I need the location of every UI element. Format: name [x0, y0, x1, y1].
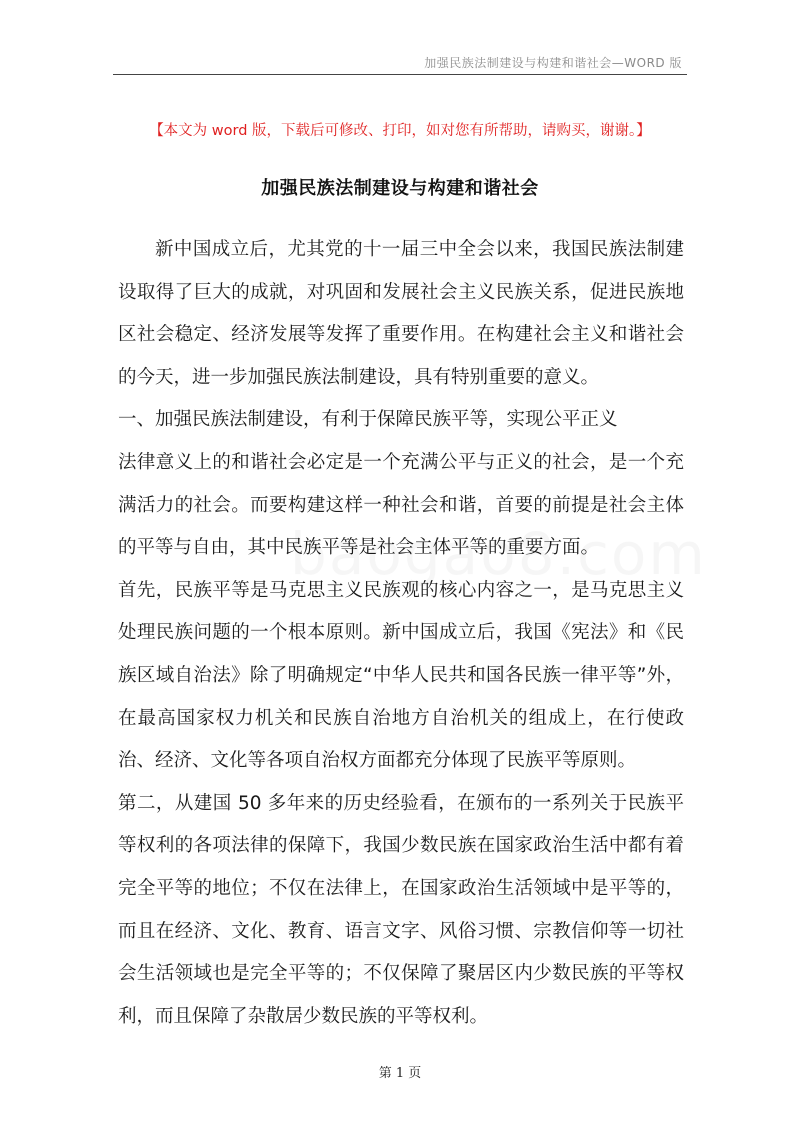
- page-number: 第 1 页: [378, 1066, 422, 1081]
- section-heading-1: 一、加强民族法制建设，有利于保障民族平等，实现公平正义: [118, 409, 618, 431]
- document-title: 加强民族法制建设与构建和谐社会: [261, 178, 539, 199]
- paragraph: 首先，民族平等是马克思主义民族观的核心内容之一，是马克思主义处理民族问题的一个根本原则。新中国成立后，我国《宪法》和《民族区域自治法》除了明确规定“中华人民共和国各民族一律平等”外，在最高国家权力机关和民族自治地方自治机关的组成上，在行使政治、经济、文化等各项自治权方面都充分体现了民族平等原则。: [118, 579, 684, 772]
- paragraph: 第二，从建国 50 多年来的历史经验看，在颁布的一系列关于民族平等权利的各项法律的保障下，我国少数民族在国家政治生活中都有着完全平等的地位；不仅在法律上，在国家政治生活领域中是平等的，而且在经济、文化、教育、语言文字、风俗习惯、宗教信仰等一切社会生活领域也是完全平等的；不仅保障了聚居区内少数民族的平等权利，而且保障了杂散居少数民族的平等权利。: [118, 792, 684, 1027]
- paragraph: 法律意义上的和谐社会必定是一个充满公平与正义的社会，是一个充满活力的社会。而要构建这样一种社会和谐，首要的前提是社会主体的平等与自由，其中民族平等是社会主体平等的重要方面。: [118, 451, 684, 559]
- document-body: [118, 229, 684, 1038]
- download-notice: 【本文为 word 版，下载后可修改、打印，如对您有所帮助，请购买，谢谢。】: [149, 123, 651, 139]
- running-header: 加强民族法制建设与构建和谐社会—WORD 版: [424, 56, 682, 70]
- header-divider: [113, 74, 687, 75]
- paragraph-intro: 新中国成立后，尤其党的十一届三中全会以来，我国民族法制建设取得了巨大的成就，对巩固和发展社会主义民族关系，促进民族地区社会稳定、经济发展等发挥了重要作用。在构建社会主义和谐社会的今天，进一步加强民族法制建设，具有特别重要的意义。: [118, 239, 684, 388]
